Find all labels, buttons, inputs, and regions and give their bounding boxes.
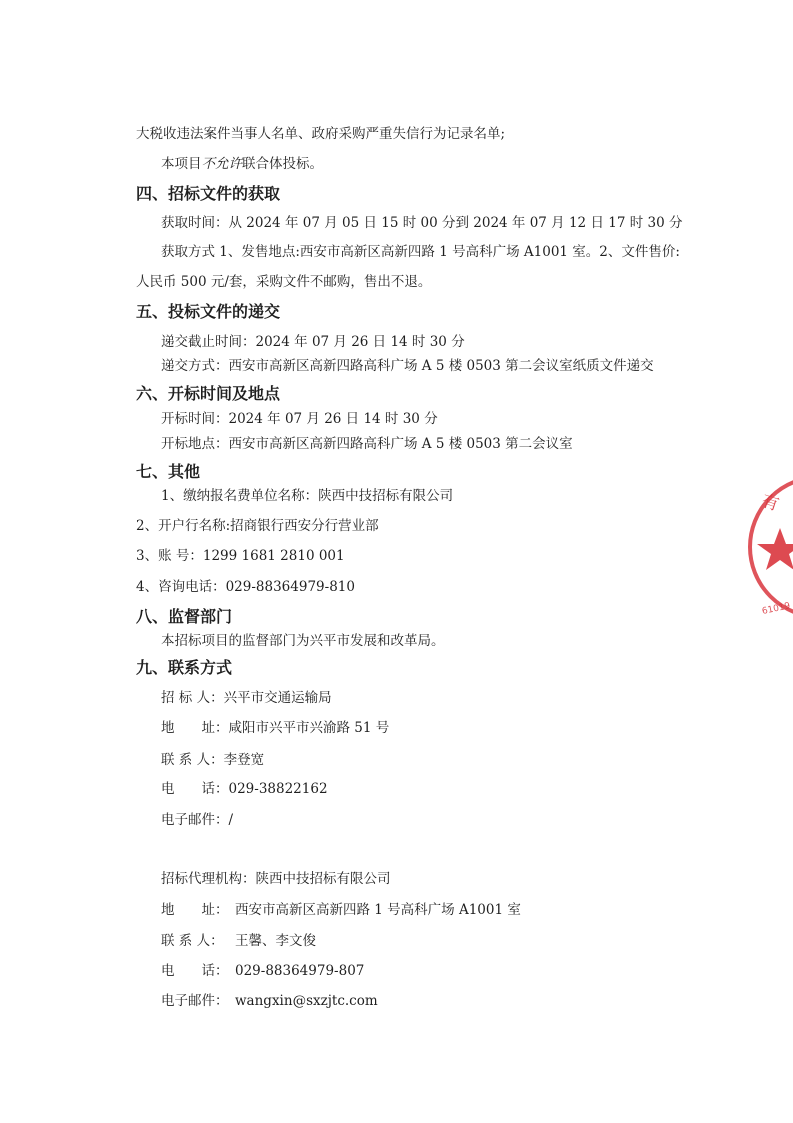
buyer-email: / [228,812,234,828]
buyer-address-label: 地 址： [161,720,229,736]
agency-email-row [161,992,378,1010]
other-item-1: 1、缴纳报名费单位名称：陕西中技招标有限公司 [161,488,454,504]
agency-name-row [161,870,391,888]
agency-address: 西安市高新区高新四路 1 号高科广场 A1001 室 [235,902,521,918]
section-heading-5: 五、投标文件的递交 [136,302,281,321]
acquire-method-line1: 获取方式 1、发售地点:西安市高新区高新四路 1 号高科广场 A1001 室。2、文件售价: [161,244,680,260]
acquire-time: 获取时间：从 2024 年 07 月 05 日 15 时 00 分到 2024 年 07 月 12 日 17 时 30 分 [161,215,683,231]
text-line-blacklist: 大税收违法案件当事人名单、政府采购严重失信行为记录名单; [136,126,506,142]
opening-time: 开标时间：2024 年 07 月 26 日 14 时 30 分 [161,411,438,427]
agency-address-row [161,901,521,919]
agency-contact-row [161,932,316,950]
section-heading-4: 四、招标文件的获取 [136,184,281,203]
submit-deadline: 递交截止时间：2024 年 07 月 26 日 14 时 30 分 [161,334,465,350]
svg-text:有: 有 [758,490,782,516]
other-item-2: 2、开户行名称:招商银行西安分行营业部 [136,518,379,534]
agency-address-label: 地 址： [161,902,229,918]
buyer-email-label: 电子邮件： [161,812,229,828]
buyer-phone-row [161,780,328,798]
agency-contact: 王馨、李文俊 [235,933,316,949]
other-item-4: 4、咨询电话：029-88364979-810 [136,579,355,595]
acquire-method-line2: 人民币 500 元/套，采购文件不邮购，售出不退。 [136,274,432,290]
agency-phone-label: 电 话： [161,963,229,979]
buyer-address-row [161,719,389,737]
section-heading-9: 九、联系方式 [136,658,233,677]
consortium-emphasis: 不允许 [201,156,242,172]
buyer-address: 咸阳市兴平市兴渝路 51 号 [228,720,390,736]
buyer-name-label: 招 标 人： [161,690,224,706]
buyer-contact: 李登宽 [223,752,265,768]
company-seal-stamp [742,462,793,632]
agency-email: wangxin@sxzjtc.com [235,993,378,1009]
buyer-phone-label: 电 话： [161,781,229,797]
agency-contact-label: 联 系 人： [161,933,224,949]
consortium-note [161,155,323,173]
buyer-name: 兴平市交通运输局 [223,690,332,706]
other-item-3: 3、账 号：1299 1681 2810 001 [136,548,345,564]
section-heading-6: 六、开标时间及地点 [136,384,281,403]
buyer-email-row [161,811,233,829]
submit-method: 递交方式：西安市高新区高新四路高科广场 A 5 楼 0503 第二会议室纸质文件递交 [161,358,654,374]
buyer-contact-row [161,751,264,769]
section-heading-7: 七、其他 [136,462,201,481]
opening-place: 开标地点：西安市高新区高新四路高科广场 A 5 楼 0503 第二会议室 [161,436,573,452]
consortium-prefix: 本项目 [161,156,202,172]
buyer-contact-label: 联 系 人： [161,752,224,768]
agency-name-label: 招标代理机构： [161,871,256,887]
agency-phone: 029-88364979-807 [235,963,365,979]
supervision-text: 本招标项目的监督部门为兴平市发展和改革局。 [161,633,445,649]
section-heading-8: 八、监督部门 [136,607,233,626]
consortium-suffix: 联合体投标。 [242,156,323,172]
agency-phone-row [161,962,364,980]
buyer-name-row [161,689,332,707]
buyer-phone: 029-38822162 [228,781,328,797]
agency-name: 陕西中技招标有限公司 [255,871,391,887]
agency-email-label: 电子邮件： [161,993,229,1009]
svg-text:61019: 61019 [761,601,792,617]
